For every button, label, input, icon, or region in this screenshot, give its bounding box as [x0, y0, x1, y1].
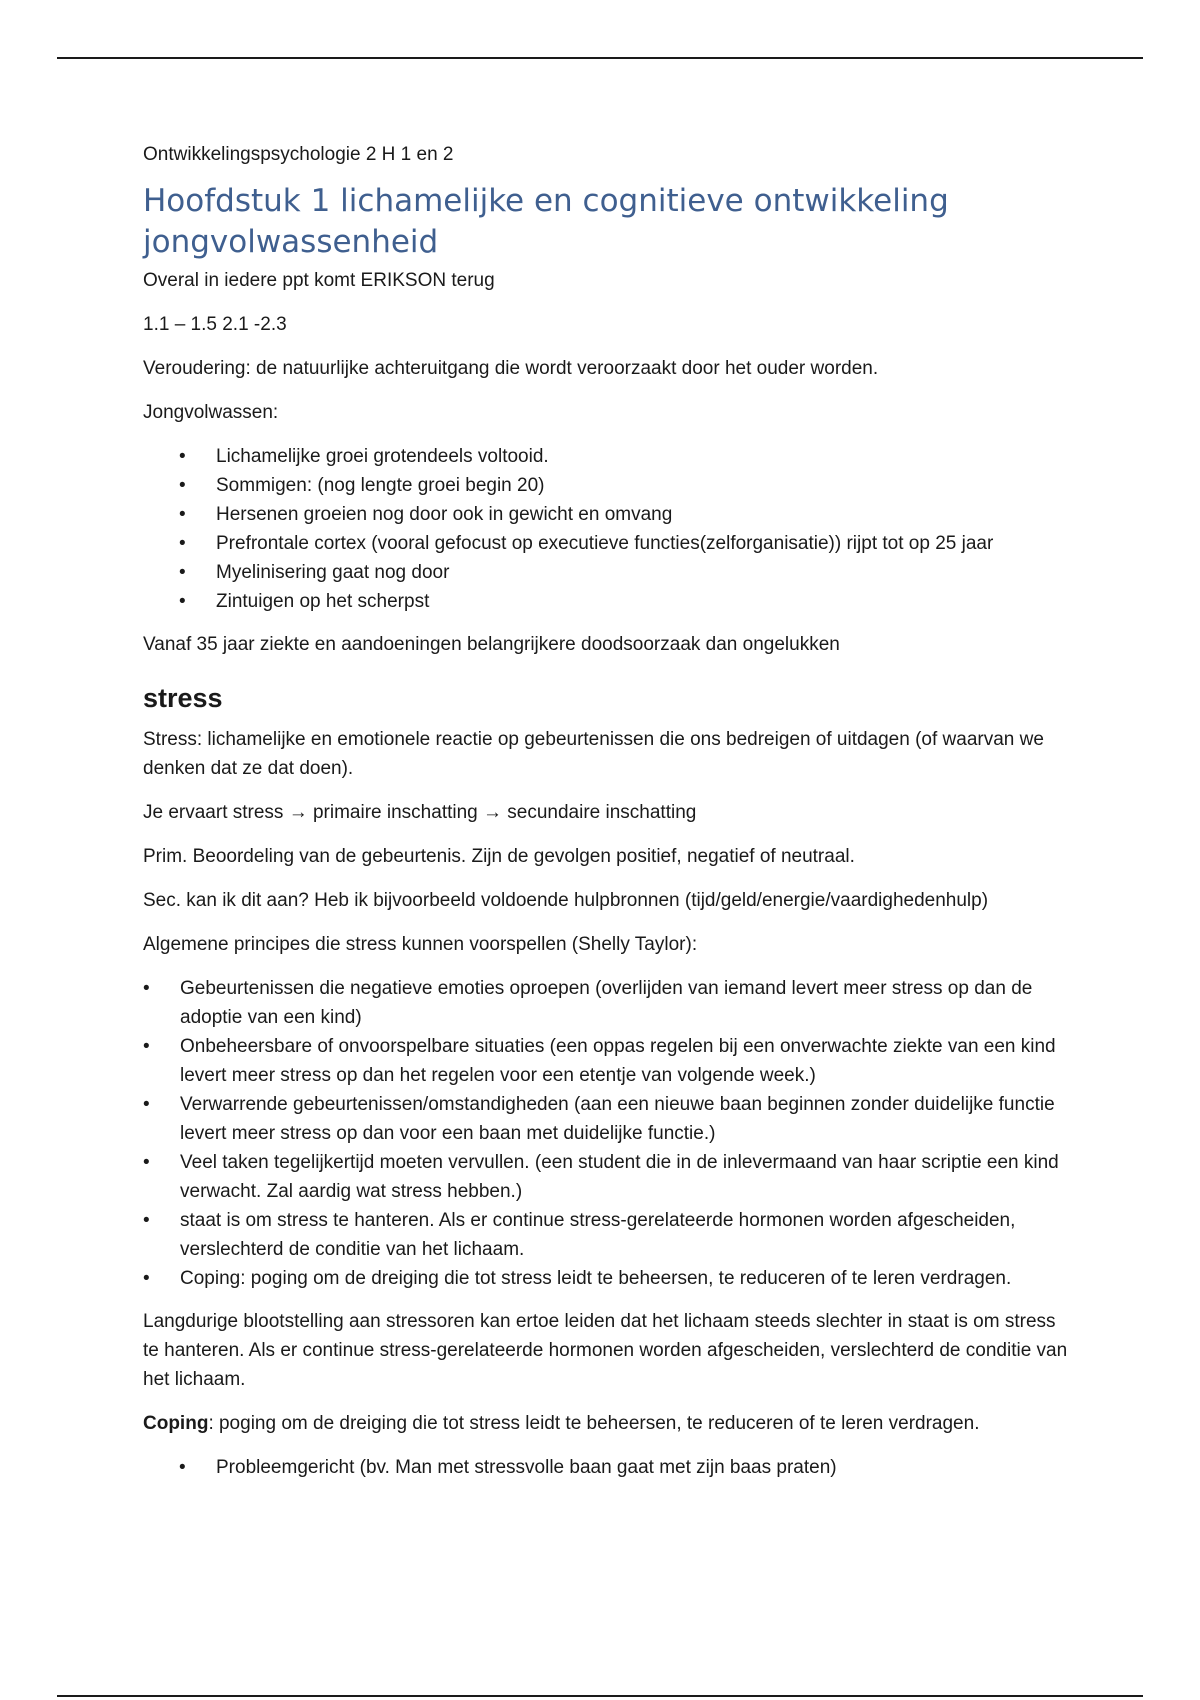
primary-appraisal: Prim. Beoordeling van de gebeurtenis. Zijn de gevolgen positief, negatief of neutraal. [143, 846, 855, 867]
stress-definition: Stress: lichamelijke en emotionele reactie op gebeurtenissen die ons bedreigen of uitdagen (of waarvan we denken dat ze dat doen). [143, 729, 1044, 779]
stress-heading: stress [143, 683, 223, 713]
vanaf35-paragraph: Vanaf 35 jaar ziekte en aandoeningen belangrijkere doodsoorzaak dan ongelukken [143, 634, 840, 655]
footer-rule [57, 1695, 1143, 1697]
list-item: • Probleemgericht (bv. Man met stressvolle baan gaat met zijn baas praten) [143, 1453, 1068, 1482]
document-subtitle: Ontwikkelingspsychologie 2 H 1 en 2 [143, 144, 454, 165]
list-item: • Veel taken tegelijkertijd moeten vervullen. (een student die in de inlevermaand van haar scriptie een kind verwacht. Zal aardig wat stress hebben.) [143, 1148, 1068, 1206]
list-item: • Gebeurtenissen die negatieve emoties oproepen (overlijden van iemand levert meer stress op dan de adoptie van een kind) [143, 974, 1068, 1032]
intro-paragraph: Overal in iedere ppt komt ERIKSON terug [143, 270, 495, 291]
list-item: • Hersenen groeien nog door ook in gewicht en omvang [143, 500, 1068, 529]
coping-list [143, 1453, 1068, 1482]
list-item: • Verwarrende gebeurtenissen/omstandigheden (aan een nieuwe baan beginnen zonder duidelijke functie levert meer stress op dan voor een baan met duidelijke functie.) [143, 1090, 1068, 1148]
principles-list [143, 974, 1068, 1293]
coping-term: Coping [143, 1413, 209, 1434]
coping-definition: : poging om de dreiging die tot stress leidt te beheersen, te reduceren of te leren verdragen. [208, 1413, 980, 1434]
list-item: • Myelinisering gaat nog door [143, 558, 1068, 587]
list-item: • Coping: poging om de dreiging die tot stress leidt te beheersen, te reduceren of te leren verdragen. [143, 1264, 1068, 1293]
list-item: • Onbeheersbare of onvoorspelbare situaties (een oppas regelen bij een onverwachte ziekte van een kind levert meer stress op dan het regelen voor een etentje van volgende week.) [143, 1032, 1068, 1090]
list-item: • staat is om stress te hanteren. Als er continue stress-gerelateerde hormonen worden afgescheiden, verslechterd de conditie van het lichaam. [143, 1206, 1068, 1264]
sections-reference: 1.1 – 1.5 2.1 -2.3 [143, 314, 287, 335]
definition-veroudering: Veroudering: de natuurlijke achteruitgang die wordt veroorzaakt door het ouder worden. [143, 358, 879, 379]
secondary-appraisal: Sec. kan ik dit aan? Heb ik bijvoorbeeld voldoende hulpbronnen (tijd/geld/energie/vaardighedenhulp) [143, 890, 989, 911]
jongvolwassen-label: Jongvolwassen: [143, 402, 279, 423]
chapter-heading: Hoofdstuk 1 lichamelijke en cognitieve ontwikkeling jongvolwassenheid [143, 183, 949, 260]
document-page [143, 140, 1068, 1496]
coping-paragraph [143, 1409, 1068, 1438]
list-item: • Lichamelijke groei grotendeels voltooid. [143, 442, 1068, 471]
list-item: • Zintuigen op het scherpst [143, 587, 1068, 616]
list-item: • Sommigen: (nog lengte groei begin 20) [143, 471, 1068, 500]
langdurig-paragraph: Langdurige blootstelling aan stressoren kan ertoe leiden dat het lichaam steeds slechter in staat is om stress te hanteren. Als er continue stress-gerelateerde hormonen worden afgescheiden, verslechterd de conditie van het lichaam. [143, 1311, 1068, 1390]
stress-flow: Je ervaart stress → primaire inschatting → secundaire inschatting [143, 802, 697, 823]
list-item: • Prefrontale cortex (vooral gefocust op executieve functies(zelforganisatie)) rijpt tot op 25 jaar [143, 529, 1068, 558]
principles-label: Algemene principes die stress kunnen voorspellen (Shelly Taylor): [143, 934, 698, 955]
jongvolwassen-list [143, 442, 1068, 616]
header-rule [57, 57, 1143, 59]
